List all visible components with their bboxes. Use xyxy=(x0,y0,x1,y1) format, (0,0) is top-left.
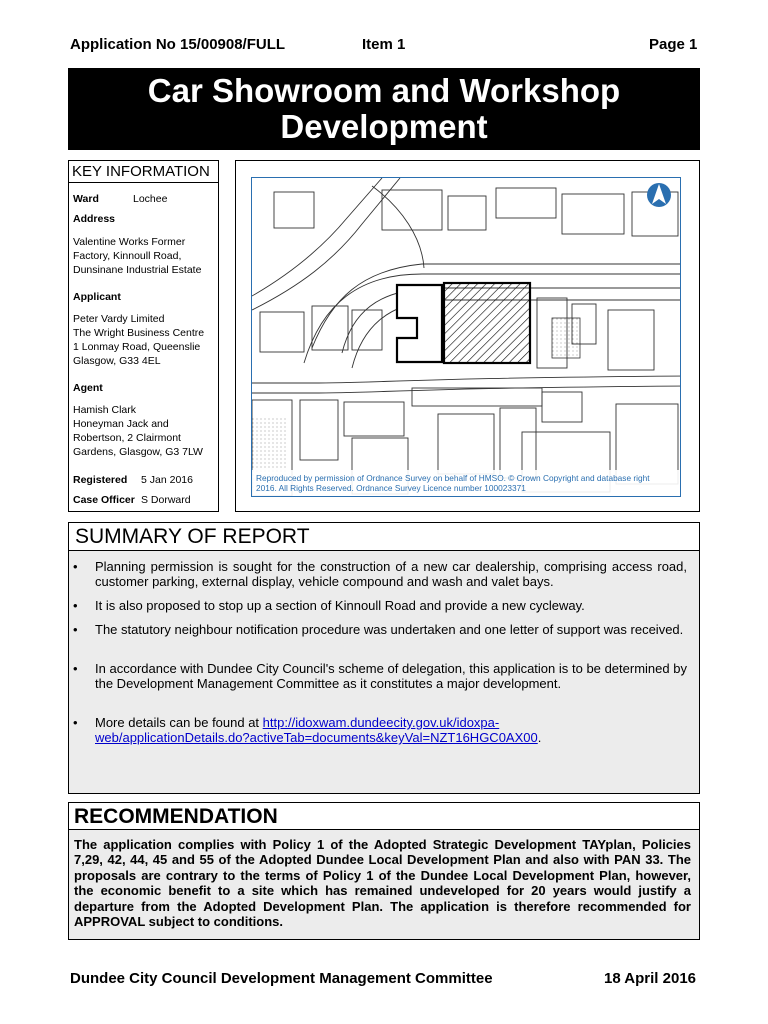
recommendation-panel xyxy=(68,802,700,940)
location-map xyxy=(251,177,681,497)
address-line: Valentine Works Former xyxy=(73,236,186,248)
location-map-panel xyxy=(235,160,700,512)
registered-value: 5 Jan 2016 xyxy=(141,474,193,486)
address-line: Dunsinane Industrial Estate xyxy=(73,264,202,276)
case-officer-value: S Dorward xyxy=(141,494,191,506)
summary-item: The statutory neighbour notification procedure was undertaken and one letter of support was received. xyxy=(95,622,684,637)
item-number: Item 1 xyxy=(362,36,406,53)
report-title xyxy=(68,68,700,150)
address-line: Factory, Kinnoull Road, xyxy=(73,250,182,262)
application-number: Application No 15/00908/FULL xyxy=(70,36,286,53)
bullet-marker: • xyxy=(73,715,78,730)
registered-label: Registered xyxy=(73,474,128,486)
bullet-marker: • xyxy=(73,661,78,676)
north-arrow-icon xyxy=(647,183,671,207)
recommendation-text: The application complies with Policy 1 of the Adopted Strategic Development TAYplan, Policies 7,29, 42, 44, 45 and 55 of the Adopted Dundee Local Development Plan and also with PAN 33. The proposals are contrary to the terms of Policy 1 of the Dundee Local Development Plan, however, the economic benefit to a site which has remained undeveloped for 20 years would justify a departure from the Adopted Development Plan. The application is therefore recommended for APPROVAL subject to conditions. xyxy=(74,837,691,930)
footer-date: 18 April 2016 xyxy=(604,970,696,987)
page-number: Page 1 xyxy=(649,36,698,53)
map-copyright-notice: Reproduced by permission of Ordnance Survey on behalf of HMSO. © Crown Copyright and database right 2016. All Rights Reserved. Ordnance Survey Licence number 100023371 xyxy=(256,473,650,493)
summary-item: More details can be found at http://idoxwam.dundeecity.gov.uk/idoxpa- web/applicationDetails.do?activeTab=documents&keyVal=NZT16HGC0AX00. xyxy=(95,715,542,745)
key-information-heading: KEY INFORMATION xyxy=(69,161,218,183)
agent-line: Robertson, 2 Clairmont xyxy=(73,432,181,444)
ward-value: Lochee xyxy=(133,193,168,205)
map-drawing xyxy=(252,178,681,497)
title-line-1: Car Showroom and Workshop xyxy=(147,72,621,109)
applicant-line: The Wright Business Centre xyxy=(73,327,205,339)
applicant-line: Peter Vardy Limited xyxy=(73,313,165,325)
address-label: Address xyxy=(73,213,116,225)
agent-label: Agent xyxy=(73,382,103,394)
summary-item: Planning permission is sought for the construction of a new car dealership, comprising access road, customer parking, external display, vehicle compound and wash and valet bays. xyxy=(95,559,687,589)
bullet-marker: • xyxy=(73,622,78,637)
summary-item: In accordance with Dundee City Council's scheme of delegation, this application is to be determined by the Development Management Committee as it constitutes a major development. xyxy=(95,661,687,691)
application-details-link[interactable]: http://idoxwam.dundeecity.gov.uk/idoxpa- web/applicationDetails.do?activeTab=documents&keyVal=NZT16HGC0AX00 xyxy=(95,715,538,745)
case-officer-label: Case Officer xyxy=(73,494,135,506)
applicant-line: Glasgow, G33 4EL xyxy=(73,355,161,367)
summary-item: It is also proposed to stop up a section of Kinnoull Road and provide a new cycleway. xyxy=(95,598,585,613)
summary-of-report-panel xyxy=(68,522,700,794)
recommendation-heading: RECOMMENDATION xyxy=(69,803,699,830)
bullet-marker: • xyxy=(73,559,78,574)
footer-committee: Dundee City Council Development Management Committee xyxy=(70,970,493,987)
agent-line: Honeyman Jack and xyxy=(73,418,169,430)
summary-heading: SUMMARY OF REPORT xyxy=(69,523,699,551)
applicant-line: 1 Lonmay Road, Queenslie xyxy=(73,341,201,353)
agent-line: Hamish Clark xyxy=(73,404,137,416)
ward-label: Ward xyxy=(73,193,99,205)
applicant-label: Applicant xyxy=(73,291,121,303)
key-information-panel xyxy=(68,160,219,512)
title-line-2: Development xyxy=(280,108,488,145)
agent-line: Gardens, Glasgow, G3 7LW xyxy=(73,446,203,458)
bullet-marker: • xyxy=(73,598,78,613)
